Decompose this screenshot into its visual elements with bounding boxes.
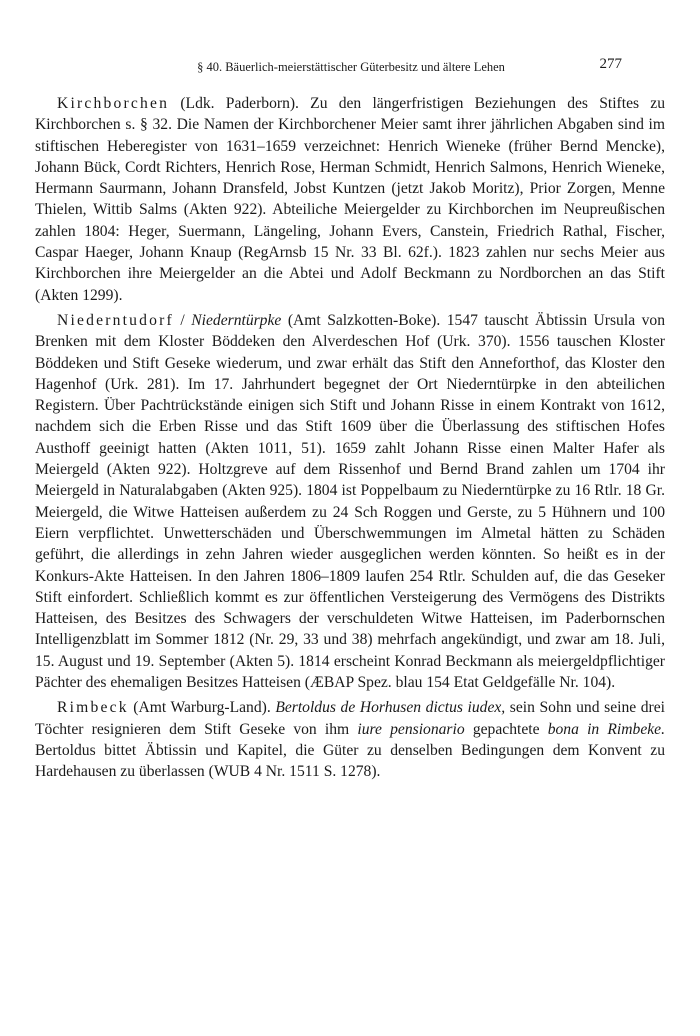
paragraph-text: sein Sohn und seine drei Töchter resignieren dem Stift Geseke von ihm <box>35 699 665 738</box>
italic-quote: bona in Rimbeke. <box>547 720 665 738</box>
page-number: 277 <box>599 56 622 72</box>
paragraph-rimbeck <box>35 697 665 782</box>
italic-quote: iure pensionario <box>357 720 465 738</box>
place-name-heading: Kirchborchen <box>57 95 170 112</box>
paragraph-text: (Amt Warburg-Land). <box>128 699 276 717</box>
paragraph-text: / <box>173 311 192 329</box>
paragraph-text: (Ldk. Paderborn). Zu den längerfristigen Beziehungen des Stiftes zu Kirchborchen s. § 32. Die Namen der Kirchborchener Meier samt ihrer jährlichen Abgaben sind im stiftischen Heberegister von 1631–1659 verzeichnet: Henrich Wieneke (früher Bernd Mencke), Johann Bück, Cordt Richters, Henrich Rose, Herman Schmidt, Henrich Salmons, Henrich Wieneke, Hermann Saurmann, Johann Dransfeld, Jobst Kuntzen (jetzt Jakob Moritz), Prior Zorgen, Menne Thielen, Wittib Salms (Akten 922). Abteiliche Meiergelder zu Kirchborchen im Neupreußischen zahlen 1804: Heger, Suermann, Längeling, Johann Evers, Canstein, Friedrich Rathal, Fischer, Caspar Haeger, Johann Knaup (RegArnsb 15 Nr. 33 Bl. 62f.). 1823 zahlen nur sechs Meier aus Kirchborchen ihre Meiergelder an die Abtei und Adolf Beckmann zu Nordborchen an das Stift (Akten 1299). <box>35 95 665 304</box>
body-text <box>35 93 665 783</box>
running-head-title: § 40. Bäuerlich-meierstättischer Güterbesitz und ältere Lehen <box>197 60 505 74</box>
paragraph-text: (Amt Salzkotten-Boke). 1547 tauscht Äbtissin Ursula von Brenken mit dem Kloster Böddeken den Alverdeschen Hof (Urk. 370). 1556 tauschen Kloster Böddeken und Stift Geseke wiederum, und zwar erhält das Stift den Anneforthof, das Kloster den Hagenhof (Urk. 281). Im 17. Jahrhundert begegnet der Ort Niederntürpke in den abteilichen Registern. Über Pachtrückstände einigen sich Stift und Johann Risse in einem Kontrakt von 1612, nachdem sich die Erben Risse und das Stift 1609 über die Überlassung des stiftischen Hofes Austhoff geeinigt hatten (Akten 1011, 51). 1659 zahlt Johann Risse einen Malter Hafer als Meiergeld (Akten 922). Holtzgreve auf dem Rissenhof und Bernd Brand zahlen um 1704 ihr Meiergeld in Naturalabgaben (Akten 925). 1804 ist Poppelbaum zu Niederntürpke zu 16 Rtlr. 18 Gr. Meiergeld, die Witwe Hatteisen außerdem zu 24 Sch Roggen und Gerste, zu 5 Hühnern und 100 Eiern verpflichtet. Unwetterschäden und Überschwemmungen im Almetal hätten zu Schäden geführt, die allerdings in zehn Jahren wieder ausgeglichen werden könnten. So heißt es in der Konkurs-Akte Hatteisen. In den Jahren 1806–1809 laufen 254 Rtlr. Schulden auf, die das Geseker Stift einfordert. Schließlich kommt es zur öffentlichen Versteigerung des Vermögens des Distrikts Hatteisen, des Besitzes des Schwagers der verschuldeten Witwe Hatteisen, im Paderbornschen Intelligenzblatt im Sommer 1812 (Nr. 29, 33 und 38) mehrfach angekündigt, und zwar am 18. Juli, 15. August und 19. September (Akten 5). 1814 erscheint Konrad Beckmann als meiergeldpflichtiger Pächter des ehemaligen Besitzes Hatteisen (ÆBAP Spez. blau 154 Etat Geldgefälle Nr. 104). <box>35 311 665 692</box>
italic-quote: Bertoldus de Horhusen dictus iudex, <box>275 699 506 717</box>
paragraph-niederntudorf <box>35 310 665 693</box>
running-head <box>40 56 662 78</box>
paragraph-text: Bertoldus bittet Äbtissin und Kapitel, die Güter zu denselben Bedingungen dem Konvent zu Hardehausen zu überlassen (WUB 4 Nr. 1511 S. 1278). <box>35 741 665 781</box>
paragraph-text: gepachtete <box>464 720 548 738</box>
place-name-heading: Rimbeck <box>57 699 129 717</box>
place-name-heading: Niederntudorf <box>57 311 174 329</box>
paragraph-kirchborchen <box>35 93 665 306</box>
italic-term: Niederntürpke <box>191 311 282 329</box>
